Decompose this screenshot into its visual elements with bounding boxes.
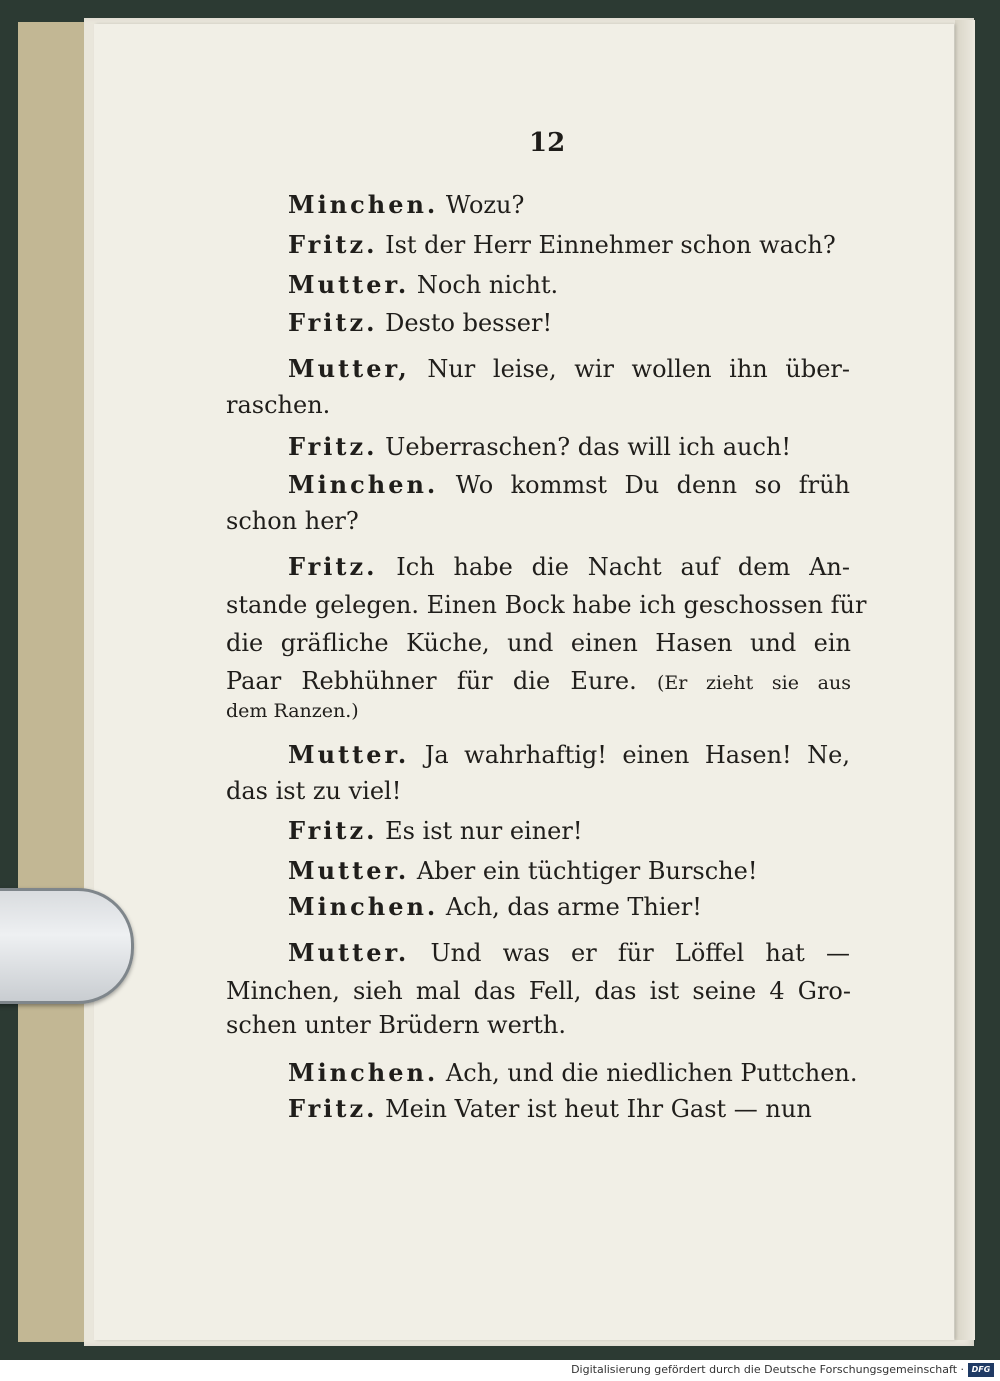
stage-direction: dem Ranzen.) (226, 700, 359, 722)
speaker-name: Mutter. (288, 938, 410, 967)
line-text: raschen. (226, 391, 331, 419)
line-text: Es ist nur einer! (385, 817, 583, 845)
speaker-name: Fritz. (288, 1094, 378, 1123)
dialogue-line (288, 308, 552, 338)
continuation-line (226, 776, 401, 806)
line-text: Paar Rebhühner für die Eure. (226, 667, 637, 695)
continuation-line (226, 666, 851, 698)
speaker-name: Fritz. (288, 552, 378, 581)
dialogue-line (288, 230, 836, 260)
line-text: Und was er für Löffel hat — (430, 939, 850, 967)
continuation-line (226, 628, 851, 658)
footer-bar (0, 1360, 1000, 1381)
speaker-name: Minchen. (288, 892, 439, 921)
speaker-name: Fritz. (288, 230, 378, 259)
line-text: Wo kommst Du denn so früh (455, 471, 850, 499)
line-text: das ist zu viel! (226, 777, 402, 805)
line-text: Ueberraschen? das will ich auch! (385, 433, 792, 461)
line-text: Wozu? (445, 191, 525, 219)
dfg-logo: DFG (968, 1363, 994, 1377)
speaker-name: Fritz. (288, 816, 378, 845)
line-text: Nur leise, wir wollen ihn über- (427, 355, 850, 383)
speaker-name: Minchen. (288, 190, 439, 219)
stage-direction: (Er zieht sie aus (657, 672, 851, 694)
line-text: Ist der Herr Einnehmer schon wach? (385, 231, 836, 259)
speaker-name: Fritz. (288, 432, 378, 461)
continuation-line (226, 590, 867, 620)
dialogue-line (288, 190, 524, 220)
dialogue-line (288, 432, 791, 462)
line-text: Mein Vater ist heut Ihr Gast — nun (385, 1095, 812, 1123)
dialogue-line (288, 354, 850, 384)
dialogue-line (288, 470, 850, 500)
speaker-name: Minchen. (288, 470, 439, 499)
continuation-line (226, 390, 330, 420)
speaker-name: Fritz. (288, 308, 378, 337)
line-text: Ja wahrhaftig! einen Hasen! Ne, (424, 741, 851, 769)
speaker-name: Mutter. (288, 856, 410, 885)
line-text: schon her? (226, 507, 359, 535)
line-text: Ach, das arme Thier! (445, 893, 702, 921)
dialogue-line (288, 1094, 812, 1124)
dialogue-line (288, 892, 702, 922)
line-text: stande gelegen. Einen Bock habe ich geschossen für (226, 591, 867, 619)
continuation-line (226, 506, 359, 536)
line-text: Ich habe die Nacht auf dem An- (396, 553, 850, 581)
dialogue-line (288, 740, 850, 770)
stage-direction-line (226, 696, 359, 726)
dialogue-line (288, 1058, 858, 1088)
continuation-line (226, 1010, 566, 1040)
speaker-name: Mutter. (288, 740, 410, 769)
line-text: Noch nicht. (416, 271, 559, 299)
dialogue-line (288, 856, 758, 886)
dialogue-line (288, 938, 850, 968)
line-text: schen unter Brüdern werth. (226, 1011, 567, 1039)
line-text: Desto besser! (385, 309, 553, 337)
funding-credit: Digitalisierung gefördert durch die Deutsche Forschungsgemeinschaft · (571, 1363, 964, 1376)
line-text: Ach, und die niedlichen Puttchen. (445, 1059, 858, 1087)
page-number: 12 (529, 128, 566, 158)
line-text: Minchen, sieh mal das Fell, das ist seine 4 Gro- (226, 977, 851, 1005)
dialogue-line (288, 270, 558, 300)
dialogue-line (288, 552, 850, 582)
line-text: Aber ein tüchtiger Bursche! (416, 857, 758, 885)
dialogue-line (288, 816, 583, 846)
speaker-name: Minchen. (288, 1058, 439, 1087)
speaker-name: Mutter, (288, 354, 410, 383)
line-text: die gräfliche Küche, und einen Hasen und ein (226, 629, 851, 657)
continuation-line (226, 976, 851, 1006)
speaker-name: Mutter. (288, 270, 410, 299)
